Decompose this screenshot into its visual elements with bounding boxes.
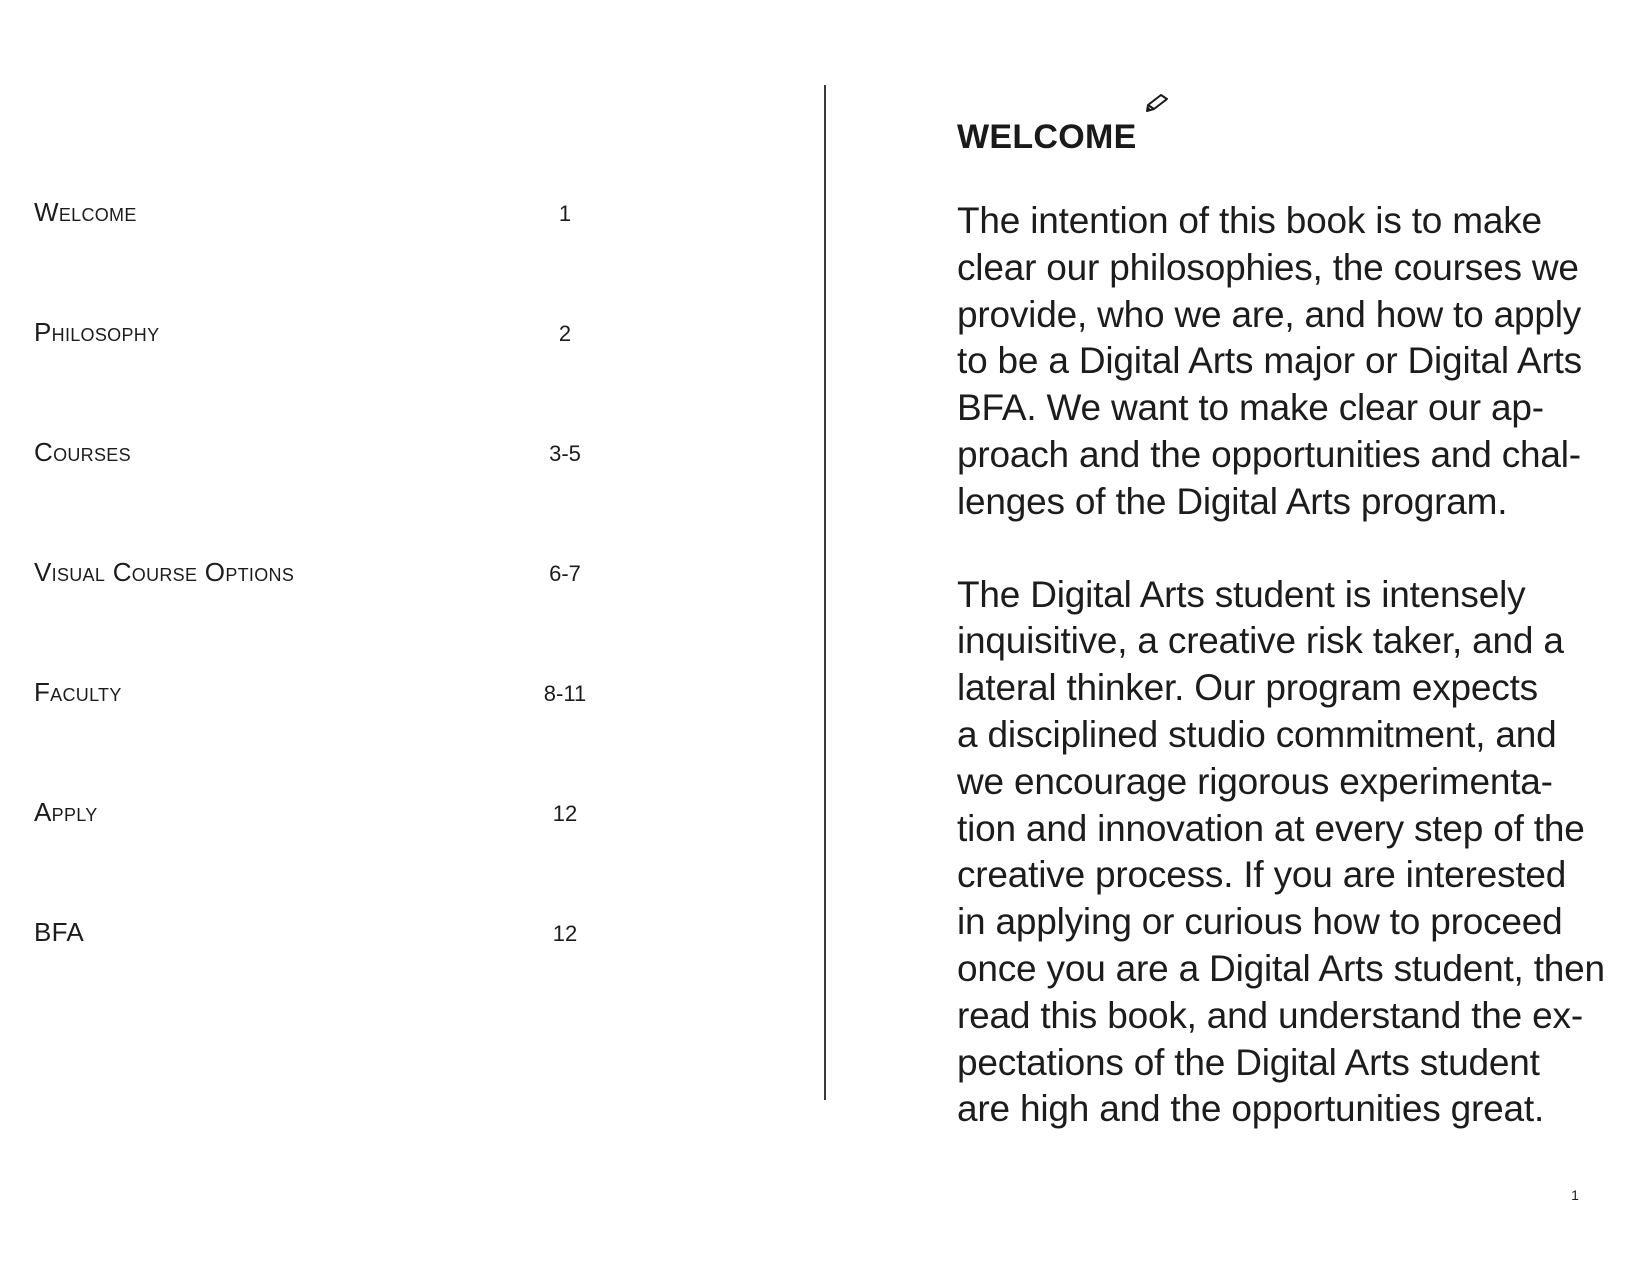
page-title: WELCOME <box>957 118 1137 156</box>
toc-entry-page: 8-11 <box>543 681 587 706</box>
toc-entry-visual-course-options[interactable] <box>34 557 594 677</box>
table-of-contents <box>34 197 594 1037</box>
text-line: The Digital Arts student is intensely <box>957 573 1526 615</box>
welcome-paragraph-student <box>957 572 1617 1134</box>
toc-entry-label: Faculty <box>34 677 122 707</box>
toc-entry-page: 1 <box>558 201 572 226</box>
toc-entry-page: 12 <box>552 921 578 946</box>
text-line: provide, who we are, and how to apply <box>957 293 1582 335</box>
text-line: a disciplined studio commitment, and <box>957 713 1557 755</box>
text-line: BFA. We want to make clear our ap- <box>957 387 1544 429</box>
toc-entry-label: Visual Course Options <box>34 557 295 587</box>
text-line: lenges of the Digital Arts program. <box>957 480 1508 522</box>
heading-row <box>957 90 1617 160</box>
text-line: proach and the opportunities and chal- <box>957 433 1581 475</box>
text-line: in applying or curious how to proceed <box>957 901 1563 943</box>
welcome-paragraph-intent <box>957 198 1617 526</box>
text-line: read this book, and understand the ex- <box>957 994 1583 1036</box>
text-line: we encourage rigorous experimenta- <box>957 760 1553 802</box>
text-line: inquisitive, a creative risk taker, and a <box>957 620 1564 662</box>
toc-entry-courses[interactable] <box>34 437 594 557</box>
toc-entry-page: 6-7 <box>549 561 581 586</box>
text-line: to be a Digital Arts major or Digital Arts <box>957 340 1582 382</box>
toc-entry-welcome[interactable] <box>34 197 594 317</box>
toc-entry-apply[interactable] <box>34 797 594 917</box>
text-line: lateral thinker. Our program expects <box>957 667 1538 709</box>
toc-entry-label: BFA <box>34 917 85 947</box>
page-number: 1 <box>1571 1187 1579 1203</box>
text-line: clear our philosophies, the courses we <box>957 246 1579 288</box>
toc-entry-page: 3-5 <box>549 441 581 466</box>
toc-entry-label: Philosophy <box>34 317 160 347</box>
welcome-page <box>957 90 1617 1133</box>
toc-entry-label: Courses <box>34 437 131 467</box>
text-line: tion and innovation at every step of the <box>957 807 1585 849</box>
spine-divider <box>824 85 826 1100</box>
toc-entry-philosophy[interactable] <box>34 317 594 437</box>
text-line: The intention of this book is to make <box>957 200 1542 241</box>
toc-entry-faculty[interactable] <box>34 677 594 797</box>
text-line: once you are a Digital Arts student, then <box>957 947 1605 989</box>
pencil-icon <box>1145 90 1171 114</box>
toc-entry-label: Apply <box>34 797 98 827</box>
toc-entry-bfa[interactable] <box>34 917 594 1037</box>
toc-entry-page: 12 <box>552 801 578 826</box>
text-line: creative process. If you are interested <box>957 854 1567 896</box>
text-line: are high and the opportunities great. <box>957 1088 1545 1130</box>
toc-entry-page: 2 <box>558 321 572 346</box>
toc-entry-label: Welcome <box>34 197 137 227</box>
text-line: pectations of the Digital Arts student <box>957 1041 1540 1083</box>
